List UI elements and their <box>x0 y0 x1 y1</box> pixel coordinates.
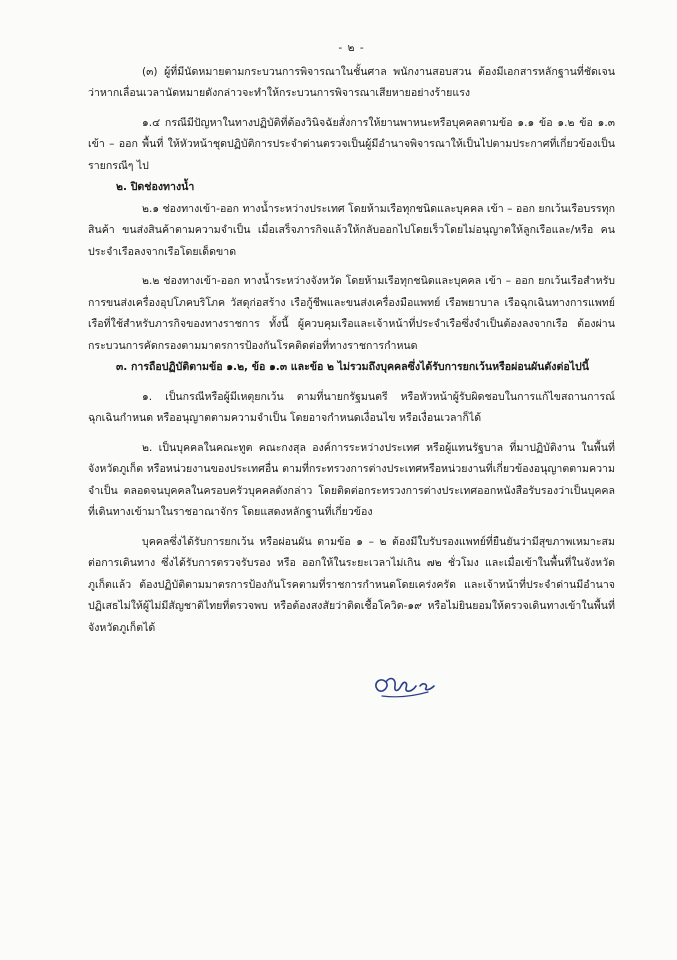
page-number: - ๒ - <box>338 42 365 54</box>
paragraph-exemption-conditions: บุคคลซึ่งได้รับการยกเว้น หรือผ่อนผัน ตามข้อ ๑ – ๒ ต้องมีใบรับรองแพทย์ที่ยืนยันว่ามีสุขภาพเหมาะสมต่อการเดินทาง ซึ่งได้รับการตรวจรับรอง หรือ ออกให้ในระยะเวลาไม่เกิน ๗๒ ชั่วโมง และเมื่อเข้าในพื้นที่ในจังหวัดภูเก็ตแล้ว ต้องปฏิบัติตามมาตรการป้องกันโรคตามที่ราชการกำหนดโดยเคร่งครัด และเจ้าหน้าที่ประจำด่านมีอำนาจปฏิเสธไม่ให้ผู้ไม่มีสัญชาติไทยที่ตรวจพบ หรือต้องสงสัยว่าติดเชื้อโควิด-๑๙ หรือไม่ยินยอมให้ตรวจเดินทางเข้าในพื้นที่จังหวัดภูเก็ตได้ <box>88 535 615 634</box>
signature <box>368 668 448 702</box>
heading-section-2: ๒. ปิดช่องทางน้ำ <box>116 181 195 193</box>
paragraph-2-2: ๒.๒ ช่องทางเข้า-ออก ทางน้ำระหว่างจังหวัด โดยห้ามเรือทุกชนิดและบุคคล เข้า – ออก ยกเว้นเรือสำหรับการขนส่งเครื่องอุปโภคบริโภค วัสดุก่อสร้าง เรือกู้ชีพและขนส่งเครื่องมือแพทย์ เรือพยาบาล เรือฉุกเฉินทางการแพทย์ เรือที่ใช้สำหรับภารกิจของทางราชการ ทั้งนี้ ผู้ควบคุมเรือและเจ้าหน้าที่ประจำเรือซึ่งจำเป็นต้องลงจากเรือ ต้องผ่านกระบวนการคัดกรองตามมาตรการป้องกันโรคติดต่อที่ทางราชการกำหนด <box>88 275 615 352</box>
paragraph-2-1: ๒.๑ ช่องทางเข้า-ออก ทางน้ำระหว่างประเทศ โดยห้ามเรือทุกชนิดและบุคคล เข้า – ออก ยกเว้นเรือบรรทุกสินค้า ขนส่งสินค้าตามความจำเป็น เมื่อเสร็จภารกิจแล้วให้กลับออกไปโดยเร็วโดยไม่อนุญาตให้ลูกเรือและ/หรือ คนประจำเรือลงจากเรือโดยเด็ดขาด <box>88 202 615 258</box>
paragraph-3-1: ๑. เป็นกรณีหรือผู้มีเหตุยกเว้น ตามที่นายกรัฐมนตรี หรือหัวหน้าผู้รับผิดชอบในการแก้ไขสถานการณ์ฉุกเฉินกำหนด หรืออนุญาตตามความจำเป็น โดยอาจกำหนดเงื่อนไข หรือเงื่อนเวลาก็ได้ <box>88 390 615 424</box>
paragraph-1-3-item3: (๓) ผู้ที่มีนัดหมายตามกระบวนการพิจารณาในชั้นศาล พนักงานสอบสวน ต้องมีเอกสารหลักฐานที่ชัดเจนว่าหากเลื่อนเวลานัดหมายดังกล่าวจะทำให้กระบวนการพิจารณาเสียหายอย่างร้ายแรง <box>88 65 615 99</box>
paragraph-3-2: ๒. เป็นบุคคลในคณะทูต คณะกงสุล องค์การระหว่างประเทศ หรือผู้แทนรัฐบาล ที่มาปฏิบัติงาน ในพื้นที่จังหวัดภูเก็ต หรือหน่วยงานของประเทศอื่น ตามที่กระทรวงการต่างประเทศหรือหน่วยงานที่เกี่ยวข้องอนุญาตตามความจำเป็น ตลอดจนบุคคลในครอบครัวบุคคลดังกล่าว โดยติดต่อกระทรวงการต่างประเทศออกหนังสือรับรองว่าเป็นบุคคลที่เดินทางเข้ามาในราชอาณาจักร โดยแสดงหลักฐานที่เกี่ยวข้อง <box>88 441 615 518</box>
heading-section-3: ๓. การถือปฏิบัติตามข้อ ๑.๒, ข้อ ๑.๓ และข้อ ๒ ไม่รวมถึงบุคคลซึ่งได้รับการยกเว้นหรือผ่อนผันดังต่อไปนี้ <box>116 361 589 373</box>
paragraph-1-4: ๑.๔ กรณีมีปัญหาในทางปฏิบัติที่ต้องวินิจฉัยสั่งการให้ยานพาหนะหรือบุคคลตามข้อ ๑.๑ ข้อ ๑.๒ ข้อ ๑.๓ เข้า – ออก พื้นที่ ให้หัวหน้าชุดปฏิบัติการประจำด่านตรวจเป็นผู้มีอำนาจพิจารณาให้เป็นไปตามประกาศที่เกี่ยวข้องเป็นรายกรณีๆ ไป <box>88 116 615 172</box>
